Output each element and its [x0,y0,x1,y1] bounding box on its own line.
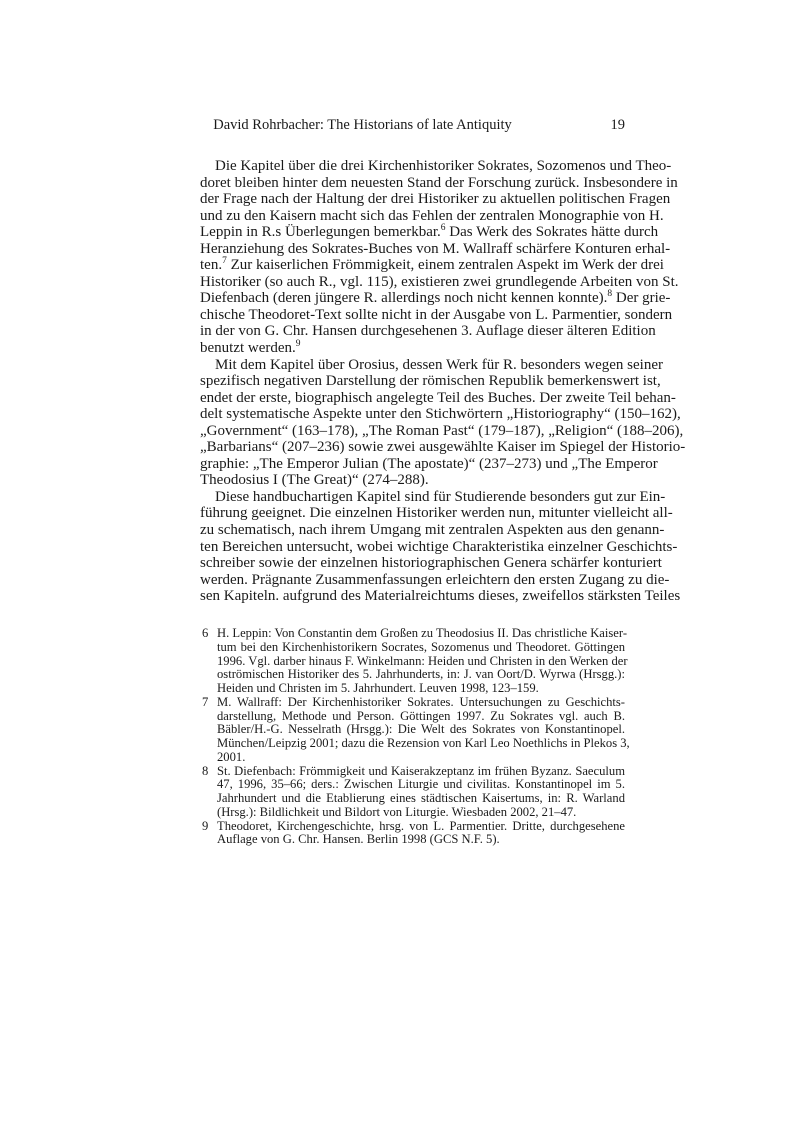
text-line: chische Theodoret-Text sollte nicht in der Ausgabe von L. Parmentier, sondern [200,306,673,323]
text-line: graphie: „The Emperor Julian (The apostate)“ (237–273) und „The Emperor [200,455,658,472]
footnote-line: Bäbler/H.-G. Nesselrath (Hrsgg.): Die Welt des Sokrates von Konstantinopel. [217,722,625,737]
text-line: Diese handbuchartigen Kapitel sind für Studierende besonders gut zur Ein- [215,488,666,505]
text-line: ten.$^7$ Zur kaiserlichen Frömmigkeit, einem zentralen Aspekt im Werk der drei [200,256,664,274]
text-line: in der von G. Chr. Hansen durchgesehenen 3. Auflage dieser älteren Edition [200,323,656,340]
footnote-line: St. Diefenbach: Frömmigkeit und Kaiserakzeptanz im frühen Byzanz. Saeculum [217,763,625,778]
footnote-line: 2001. [217,749,246,764]
footnote-reference[interactable]: 7 [222,256,227,267]
footnote-line: Heiden und Christen im 5. Jahrhundert. Leuven 1998, 123–159. [217,681,539,695]
paragraph [200,488,681,605]
text-line: und zu den Kaisern macht sich das Fehlen der zentralen Monographie von H. [200,207,664,224]
text-line: endet der erste, biographisch angelegte Teil des Buches. Der zweite Teil behan- [200,389,676,406]
footnote-6 [200,626,628,696]
page-number: 19 [610,117,625,133]
footnote-line: München/Leipzig 2001; dazu die Rezension von Karl Leo Noethlichs in Plekos 3, [217,736,630,750]
footnote-reference[interactable]: 9 [295,339,301,350]
footnote-line: (Hrsg.): Bildlichkeit und Bildort von Liturgie. Wiesbaden 2002, 21–47. [217,804,577,819]
running-header [200,117,625,135]
text-line: benutzt werden.$^9$ [200,339,301,357]
footnote-line: 1996. Vgl. darber hinaus F. Winkelmann: Heiden und Christen in den Werken der [217,653,628,668]
footnote-line: darstellung, Methode und Person. Göttingen 1997. Zu Sokrates vgl. auch B. [217,708,625,723]
footnote-line: oströmischen Historiker des 5. Jahrhunderts, in: J. van Oort/D. Wyrwa (Hrsgg.): [217,667,625,682]
footnote-7 [200,694,630,765]
text-line: ten Bereichen untersucht, wobei wichtige Charakteristika einzelner Geschichts- [200,538,678,555]
paragraph [200,356,686,489]
text-line: Theodosius I (The Great)“ (274–288). [200,472,429,489]
text-line: führung geeignet. Die einzelnen Historiker werden nun, mitunter vielleicht all- [200,505,673,522]
footnote-line: 47, 1996, 35–66; ders.: Zwischen Liturgie und civilitas. Konstantinopel im 5. [217,777,625,792]
footnote-line: tum bei den Kirchenhistorikern Socrates, Sozomenus und Theodoret. Göttingen [217,639,625,654]
footnote-line: Jahrhundert und die Etablierung eines städtischen Kaisertums, in: R. Warland [217,791,625,805]
footnote-number: 6 [202,626,209,640]
text-line: doret bleiben hinter dem neuesten Stand der Forschung zurück. Insbesondere in [200,174,678,191]
footnote-9 [200,820,625,848]
footnote-line: Auflage von G. Chr. Hansen. Berlin 1998 (GCS N.F. 5). [217,832,500,847]
footnote-line: M. Wallraff: Der Kirchenhistoriker Sokrates. Untersuchungen zu Geschichts- [217,694,625,709]
text-line: Diefenbach (deren jüngere R. allerdings noch nicht kennen konnte).$^8$ Der grie- [200,289,671,307]
text-line: „Government“ (163–178), „The Roman Past“ (179–187), „Religion“ (188–206), [200,422,684,439]
text-line: delt systematische Aspekte unter den Stichwörtern „Historiography“ (150–162), [200,406,681,423]
footnote-reference[interactable]: 6 [440,223,446,234]
footnotes [200,626,630,847]
text-line: werden. Prägnante Zusammenfassungen erleichtern den ersten Zugang zu die- [200,571,670,588]
text-line: der Frage nach der Haltung der drei Historiker zu aktuellen politischen Fragen [200,191,671,208]
footnote-reference[interactable]: 8 [607,289,613,300]
text-line: spezifisch negativen Darstellung der römischen Republik bemerkenswert ist, [200,373,661,390]
text-line: zu schematisch, nach ihrem Umgang mit zentralen Aspekten aus den genann- [200,522,665,539]
footnote-number: 8 [202,763,209,778]
footnote-line: Theodoret, Kirchengeschichte, hrsg. von L. Parmentier. Dritte, durchgesehene [217,818,625,833]
footnote-number: 7 [202,694,209,709]
footnote-8 [200,765,625,820]
text-line: Die Kapitel über die drei Kirchenhistoriker Sokrates, Sozomenos und Theo- [215,158,672,174]
main-text [200,158,686,605]
text-line: „Barbarians“ (207–236) sowie zwei ausgewählte Kaiser im Spiegel der Historio- [200,439,686,456]
running-title: David Rohrbacher: The Historians of late Antiquity [213,117,512,133]
text-line: Heranziehung des Sokrates-Buches von M. Wallraff schärfere Konturen erhal- [200,240,671,257]
footnote-number: 9 [202,818,209,833]
text-line: sen Kapiteln. aufgrund des Materialreichtums dieses, zweifellos stärksten Teiles [200,588,681,605]
text-line: Mit dem Kapitel über Orosius, dessen Werk für R. besonders wegen seiner [215,356,663,373]
text-line: Historiker (so auch R., vgl. 115), existieren zwei grundlegende Arbeiten von St. [200,273,679,290]
text-line: schreiber sowie der einzelnen historiographischen Genera schärfer konturiert [200,555,662,572]
paragraph [200,158,679,357]
footnote-line: H. Leppin: Von Constantin dem Großen zu Theodosius II. Das christliche Kaiser- [217,626,628,640]
text-line: Leppin in R.s Überlegungen bemerkbar.$^6$ Das Werk des Sokrates hätte durch [200,223,659,241]
